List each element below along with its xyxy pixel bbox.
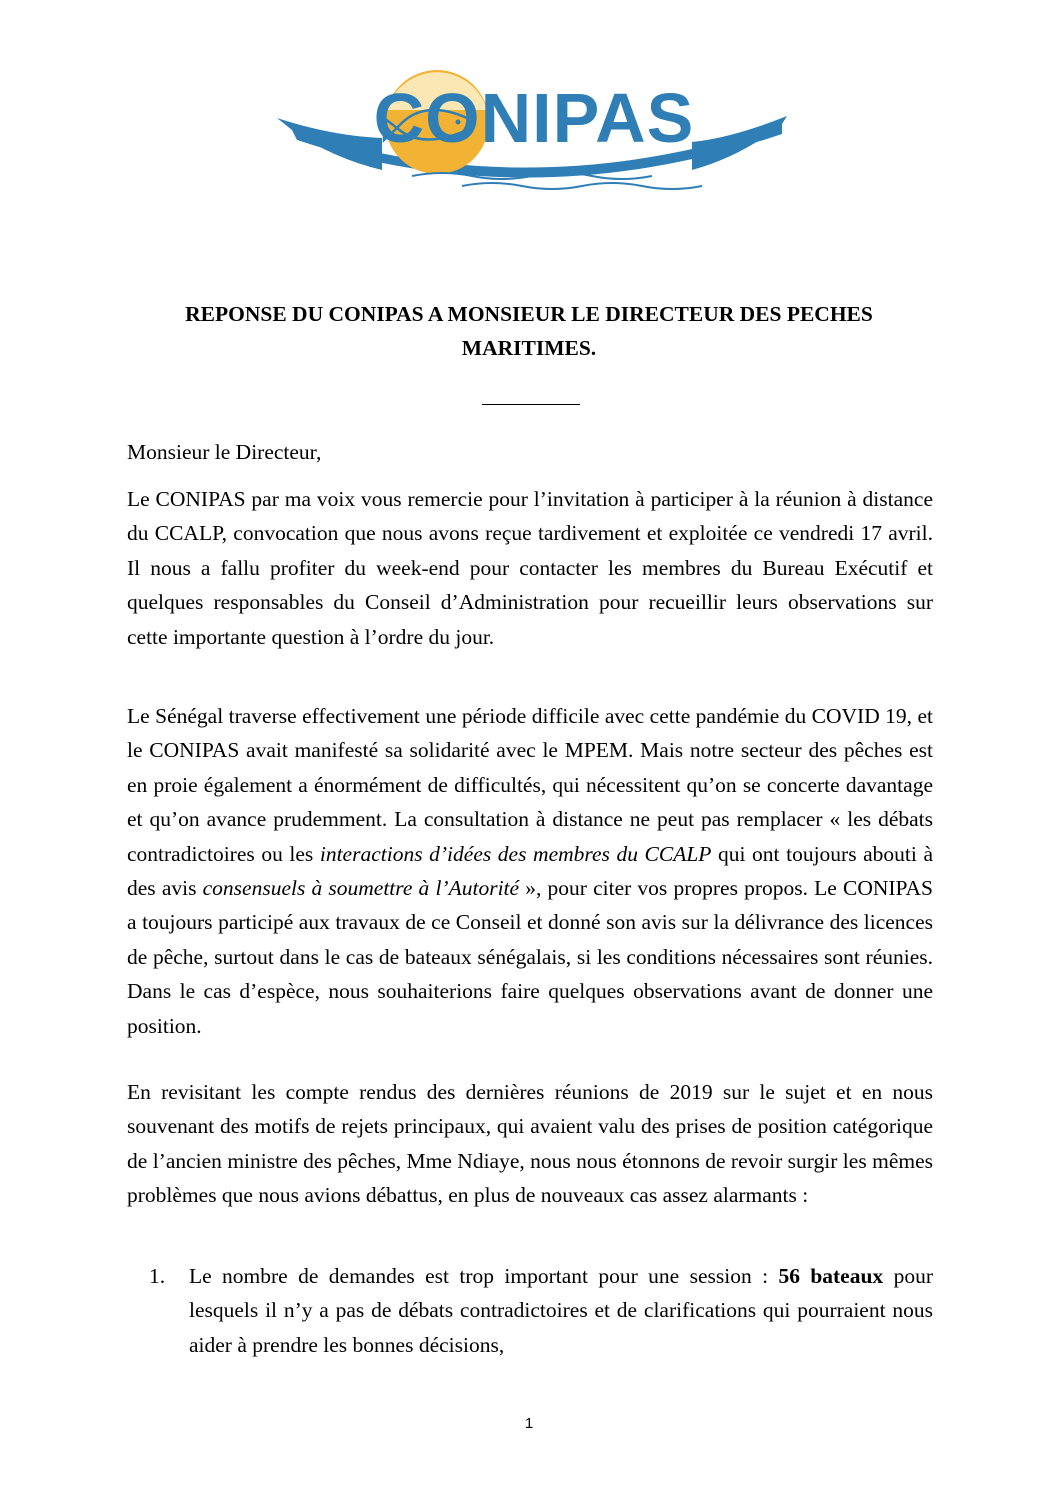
paragraph-2-part-3: », pour citer vos propres propos. Le CONIPAS a toujours participé aux travaux de ce Conseil et donné son avis sur la délivrance des licences de pêche, surtout dans le cas de bateaux sénégalais, si les conditions nécessaires sont réunies. Dans le cas d’espèce, nous souhaiterions faire quelques observations avant de donner une position. — [127, 876, 934, 1038]
salutation: Monsieur le Directeur, — [127, 440, 322, 464]
page-number: 1 — [524, 1415, 534, 1432]
paragraph-2-part-1: Le Sénégal traverse effectivement une période difficile avec cette pandémie du COVID 19, et le CONIPAS avait manifesté sa solidarité avec le MPEM. Mais notre secteur des pêches est en proie également a énormément de difficultés, qui nécessitent qu’on se concerte davantage et qu’on avance prudemment. La consultation à distance ne peut pas remplacer « les débats contradictoires ou les — [127, 704, 933, 866]
paragraph-2 — [127, 699, 933, 1043]
paragraph-2-part-2: qui ont toujours abouti à des avis — [127, 841, 933, 901]
list-item-text-after: pour lesquels il n’y a pas de débats contradictoires et de clarifications qui pourraient nous aider à prendre les bonnes décisions, — [189, 1264, 933, 1357]
title-line-2: MARITIMES. — [461, 336, 597, 360]
paragraph-1: Le CONIPAS par ma voix vous remercie pour l’invitation à participer à la réunion à distance du CCALP, convocation que nous avons reçue tardivement et exploitée ce vendredi 17 avril. Il nous a fallu profiter du week-end pour contacter les membres du Bureau Exécutif et quelques responsables du Conseil d’Administration pour recueillir leurs observations sur cette importante question à l’ordre du jour. — [127, 487, 933, 649]
title-line-1: REPONSE DU CONIPAS A MONSIEUR LE DIRECTEUR DES PECHES — [185, 302, 873, 326]
logo-wave-2 — [462, 183, 702, 189]
document-title — [100, 297, 958, 365]
title-divider — [482, 404, 580, 405]
list-item-bold: 56 bateaux — [778, 1264, 884, 1288]
list-item-text-before: Le nombre de demandes est trop important pour une session : — [189, 1264, 779, 1288]
paragraph-2-italic-1: interactions d’idées des membres du CCALP — [319, 841, 712, 866]
conipas-logo — [272, 58, 792, 198]
paragraph-3: En revisitant les compte rendus des dernières réunions de 2019 sur le sujet et en nous souvenant des motifs de rejets principaux, qui avaient valu des prises de position catégorique de l’ancien ministre des pêches, Mme Ndiaye, nous nous étonnons de revoir surgir les mêmes problèmes que nous avions débattus, en plus de nouveaux cas assez alarmants : — [127, 1080, 933, 1208]
list-item-text — [189, 1259, 933, 1362]
logo-text: CONIPAS — [373, 79, 695, 157]
paragraph-2-italic-2: consensuels à soumettre à l’Autorité — [202, 876, 520, 901]
list-item-number: 1. — [149, 1264, 166, 1288]
